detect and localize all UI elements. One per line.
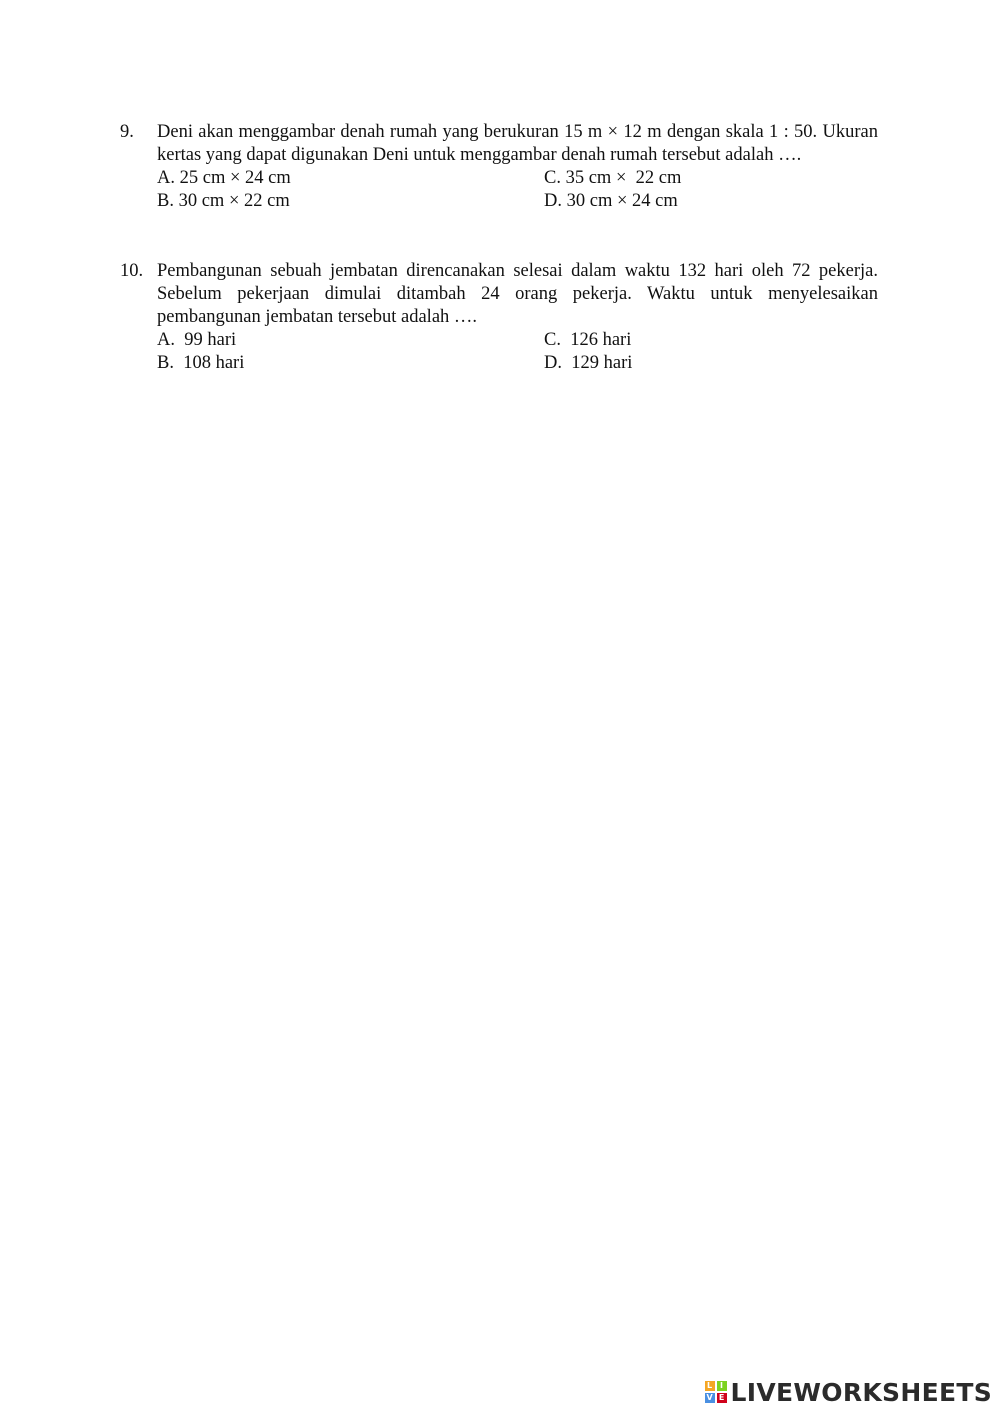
- option-a: A. 99 hari: [157, 330, 237, 350]
- option-c: C. 35 cm × 22 cm: [544, 168, 682, 188]
- question-text: Deni akan menggambar denah rumah yang berukuran 15 m × 12 m dengan skala 1 : 50. Ukuran kertas yang dapat digunakan Deni untuk menggambar denah rumah tersebut adalah ….: [157, 122, 878, 165]
- option-c: C. 126 hari: [544, 330, 632, 350]
- logo-mark-letter: V: [706, 1393, 713, 1402]
- option-d: D. 30 cm × 24 cm: [544, 191, 678, 211]
- question-number: 9.: [120, 122, 134, 142]
- question-9: [120, 121, 878, 213]
- question-text: Pembangunan sebuah jembatan direncanakan selesai dalam waktu 132 hari oleh 72 pekerja. Sebelum pekerjaan dimulai ditambah 24 orang pekerja. Waktu untuk menyelesaikan pembangunan jembatan tersebut adalah ….: [157, 261, 878, 327]
- option-b: B. 30 cm × 22 cm: [157, 191, 290, 211]
- logo-mark-icon: [705, 1381, 727, 1403]
- option-d: D. 129 hari: [544, 353, 633, 373]
- logo-mark-letter: L: [705, 1381, 715, 1391]
- option-a: A. 25 cm × 24 cm: [157, 168, 291, 188]
- logo-mark-letter: E: [717, 1393, 727, 1403]
- answer-options: [157, 167, 878, 213]
- logo-text: LIVEWORKSHEETS: [730, 1377, 992, 1407]
- logo-mark-letter: I: [717, 1381, 727, 1391]
- answer-options: [157, 329, 878, 375]
- liveworksheets-logo: [705, 1377, 992, 1407]
- option-b: B. 108 hari: [157, 353, 245, 373]
- question-number: 10.: [120, 261, 144, 281]
- question-10: [120, 260, 878, 375]
